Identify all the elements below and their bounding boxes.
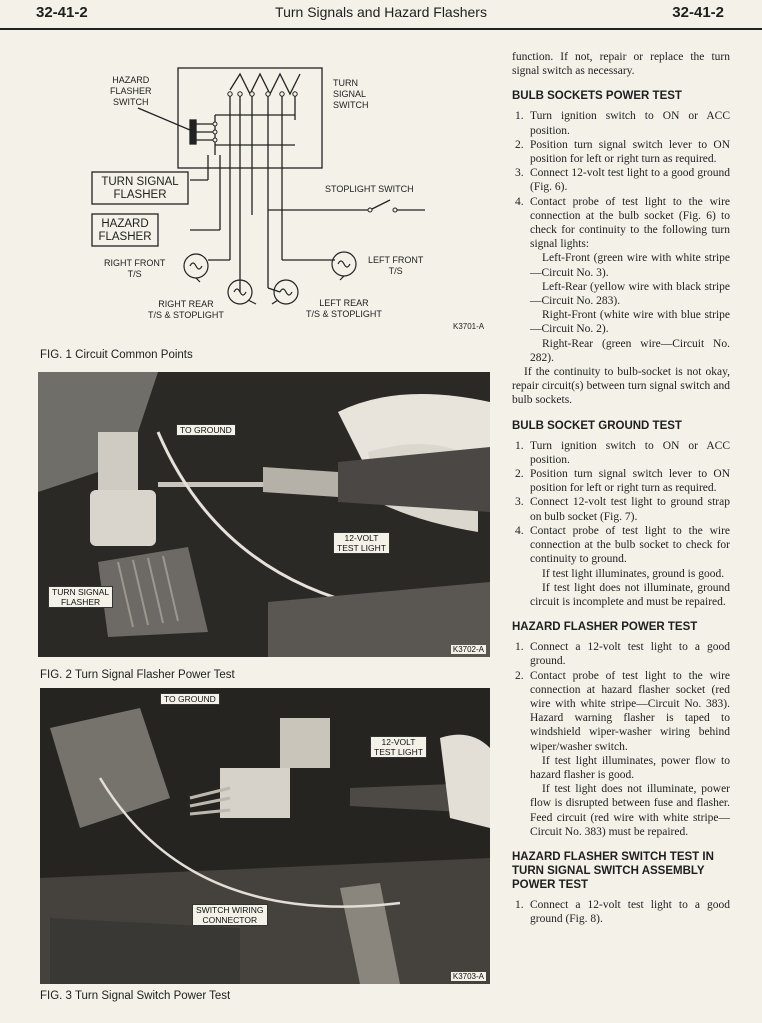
list-item: 2. Contact probe of test light to the wire connection at hazard flasher socket (red wire with white stripe—Circuit No. 383). Hazard warning flasher is taped to windshield wiper-washer wiring behind wiper/washer switch. bbox=[515, 669, 730, 753]
note-paragraph: If test light illuminates, power flow to hazard flasher is good. bbox=[530, 754, 730, 781]
circuit-item: Right-Rear (green wire—Circuit No. 282). bbox=[530, 337, 730, 364]
tag-switch-wiring-connector: SWITCH WIRING CONNECTOR bbox=[192, 904, 268, 926]
figure-2-code: K3702-A bbox=[452, 645, 484, 654]
page-number-right: 32-41-2 bbox=[672, 4, 724, 21]
note-paragraph: If test light does not illuminate, ground circuit is incomplete and must be repaired. bbox=[530, 581, 730, 608]
heading-bulb-socket-ground-test: BULB SOCKET GROUND TEST bbox=[512, 419, 682, 432]
tag-to-ground: TO GROUND bbox=[160, 693, 220, 705]
circuit-item: Left-Rear (yellow wire with black stripe—Circuit No. 283). bbox=[530, 280, 730, 308]
figure-1-caption: FIG. 1 Circuit Common Points bbox=[40, 349, 193, 361]
note-paragraph: If the continuity to bulb-socket is not okay, repair circuit(s) between turn signal switch and bulb sockets. bbox=[512, 366, 730, 407]
circuit-item: Right-Front (white wire with blue stripe—Circuit No. 2). bbox=[530, 309, 730, 336]
figure-3-code: K3703-A bbox=[452, 972, 484, 981]
figure-code: K3701-A bbox=[453, 322, 485, 331]
label-right-front: RIGHT FRONT T/S bbox=[104, 258, 166, 279]
list-item: 1. Turn ignition switch to ON or ACC position. bbox=[515, 439, 730, 466]
list-item: 2. Position turn signal switch lever to ON position for left or right turn as required. bbox=[515, 138, 730, 166]
label-turn-signal-switch: TURN SIGNAL SWITCH bbox=[333, 78, 369, 110]
heading-hazard-flasher-switch-test: HAZARD FLASHER SWITCH TEST IN TURN SIGNAL SWITCH ASSEMBLY POWER TEST bbox=[512, 850, 714, 891]
intro-paragraph: function. If not, repair or replace the turn signal switch as necessary. bbox=[512, 51, 730, 78]
list-item: 3. Connect 12-volt test light to ground strap on bulb socket (Fig. 7). bbox=[515, 496, 730, 523]
label-hazard-flasher-switch: HAZARD FLASHER SWITCH bbox=[110, 75, 152, 107]
heading-bulb-sockets-power-test: BULB SOCKETS POWER TEST bbox=[512, 90, 682, 103]
note-paragraph: If test light does not illuminate, power flow is disrupted between fuse and flasher. Feed circuit (red wire with white stripe—Circuit No. 383) must be repaired. bbox=[530, 783, 730, 838]
text-column bbox=[512, 50, 730, 926]
circuit-item: Left-Front (green wire with white stripe—Circuit No. 3). bbox=[530, 252, 730, 279]
list-bulb-socket-ground-test bbox=[512, 439, 730, 567]
list-hazard-flasher-power-test bbox=[512, 640, 730, 754]
figure-2-photo bbox=[38, 372, 490, 657]
figure-2-caption: FIG. 2 Turn Signal Flasher Power Test bbox=[40, 669, 235, 681]
figure-3-caption: FIG. 3 Turn Signal Switch Power Test bbox=[40, 990, 231, 1002]
heading-hazard-flasher-power-test: HAZARD FLASHER POWER TEST bbox=[512, 621, 698, 634]
tag-test-light: 12-VOLT TEST LIGHT bbox=[333, 532, 390, 554]
page-title: Turn Signals and Hazard Flashers bbox=[275, 4, 487, 20]
page-header bbox=[0, 0, 762, 30]
list-hazard-flasher-switch-test bbox=[512, 898, 730, 926]
tag-to-ground: TO GROUND bbox=[176, 424, 236, 436]
label-left-rear: LEFT REAR T/S & STOPLIGHT bbox=[306, 298, 382, 319]
label-right-rear: RIGHT REAR T/S & STOPLIGHT bbox=[148, 299, 224, 320]
tag-test-light: 12-VOLT TEST LIGHT bbox=[370, 736, 427, 758]
list-bulb-sockets-power-test bbox=[512, 109, 730, 251]
label-turn-signal-flasher: TURN SIGNAL FLASHER bbox=[101, 176, 179, 201]
figure-3-photo bbox=[40, 688, 490, 984]
list-item: 4. Contact probe of test light to the wire connection at the bulb socket (Fig. 6) to check for continuity to the following turn signal lights: bbox=[515, 195, 730, 251]
label-stoplight-switch: STOPLIGHT SWITCH bbox=[325, 184, 414, 194]
note-paragraph: If test light illuminates, ground is good. bbox=[542, 567, 725, 580]
list-item: 1. Connect a 12-volt test light to a good ground (Fig. 8). bbox=[515, 898, 730, 926]
list-item: 3. Connect 12-volt test light to a good ground (Fig. 6). bbox=[515, 167, 730, 194]
list-item: 1. Connect a 12-volt test light to a good ground. bbox=[515, 641, 730, 668]
list-item: 4. Contact probe of test light to the wire connection at the bulb socket to check for continuity to ground. bbox=[515, 524, 730, 566]
tag-turn-signal-flasher: TURN SIGNAL FLASHER bbox=[48, 586, 113, 608]
circuit-diagram bbox=[90, 60, 500, 346]
list-item: 2. Position turn signal switch lever to ON position for left or right turn as required. bbox=[515, 468, 730, 495]
label-hazard-flasher: HAZARD FLASHER bbox=[98, 218, 152, 243]
photo-switch-scene bbox=[40, 688, 490, 984]
photo-flasher-scene bbox=[38, 372, 490, 657]
list-item: 1. Turn ignition switch to ON or ACC position. bbox=[515, 110, 730, 137]
page-number-left: 32-41-2 bbox=[36, 4, 88, 21]
label-left-front: LEFT FRONT T/S bbox=[368, 255, 424, 276]
